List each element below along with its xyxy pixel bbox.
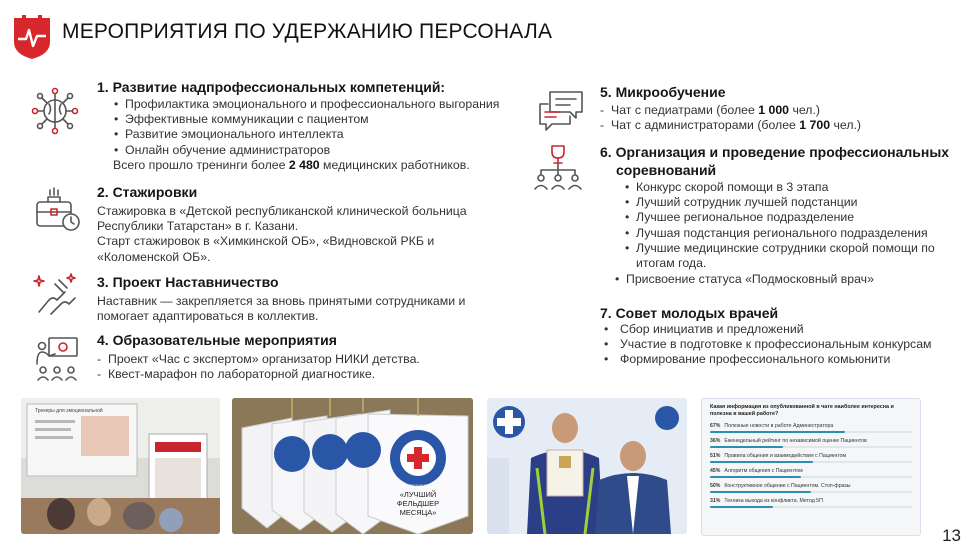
section6-status (614, 272, 874, 287)
poll-option-text: Еженедельный рейтинг по независимой оценке Пациентов (724, 438, 867, 444)
total-value: 2 480 (288, 158, 320, 172)
list-item: - Проект «Час с экспертом» организатор НИКИ детства. (97, 352, 420, 367)
item-text: Чат с педиатрами (более (611, 103, 759, 117)
list-item: • Лучшее региональное подразделение (624, 210, 935, 225)
section1-total (113, 158, 470, 173)
poll-bar-track (710, 506, 912, 508)
poll-rows (710, 423, 912, 508)
section3-text (97, 294, 465, 324)
item-suffix: чел.) (830, 118, 862, 133)
poll-percent: 50% (710, 483, 721, 489)
poll-bar (710, 461, 813, 463)
item-text: Чат с администраторами (более (611, 118, 800, 133)
list-item-continuation: итогам года. (636, 256, 707, 271)
section4-heading: 4. Образовательные мероприятия (97, 332, 337, 348)
pennant-text2: МОСКОВСКАЯ ОБЛАСТЬ (399, 484, 439, 488)
page-number: 13 (942, 526, 961, 545)
poll-title: Какая информация из опубликованной в чате наиболее интересна и полезна в вашей работе? (710, 404, 894, 417)
list-item (600, 103, 861, 118)
poll-percent: 51% (710, 453, 721, 459)
pennant-text1: СКОРАЯ ПОМОЩЬ (403, 424, 435, 428)
trophy-team-icon (533, 142, 583, 192)
list-item: • Лучшая подстанция регионального подразделения (624, 226, 935, 241)
list-item: • Профилактика эмоционального и профессионального выгорания (113, 97, 499, 112)
list-item (600, 118, 861, 133)
poll-percent: 36% (710, 438, 721, 444)
list-item: • Сбор инициатив и предложений (603, 322, 932, 337)
training-room-photo (21, 398, 220, 534)
poll-row (710, 483, 912, 493)
text-line: Республики Татарстан» в г. Казани. (97, 219, 299, 234)
poll-bar (710, 476, 801, 478)
total-prefix: Всего прошло тренинги более (113, 158, 289, 172)
poll-row-label (710, 468, 912, 474)
poll-bar-track (710, 446, 912, 448)
poll-row-label (710, 438, 912, 444)
briefcase-clock-icon (33, 186, 83, 236)
poll-percent: 31% (710, 498, 721, 504)
poll-row (710, 498, 912, 508)
text-line: помогает адаптироваться в коллектив. (97, 309, 319, 324)
item-value: 1 000 (758, 103, 790, 117)
poll-percent: 45% (710, 468, 721, 474)
poll-row (710, 423, 912, 433)
poll-row (710, 468, 912, 478)
section2-heading: 2. Стажировки (97, 184, 198, 200)
list-item: • Конкурс скорой помощи в 3 этапа (624, 180, 935, 195)
poll-row-label (710, 483, 912, 489)
section2-text (97, 204, 467, 265)
section5-heading: 5. Микрообучение (600, 84, 726, 100)
heading-line: соревнований (616, 162, 717, 178)
poll-bar-track (710, 491, 912, 493)
poll-bar-track (710, 431, 912, 433)
chat-bubbles-icon (536, 86, 586, 136)
award-ceremony-photo (487, 398, 687, 534)
section5-list (600, 103, 861, 133)
list-item: • Лучшие медицинские сотрудники скорой помощи по (624, 241, 935, 256)
text-line: «Коломенской ОБ». (97, 249, 211, 264)
poll-option-text: Полезные новости в работе Администратора (724, 423, 834, 429)
item-suffix: чел.) (789, 103, 820, 117)
list-item: • Эффективные коммуникации с пациентом (113, 112, 499, 127)
section7-list (603, 322, 932, 368)
total-suffix: медицинских работников. (319, 158, 470, 172)
section6-list (624, 180, 935, 271)
section1-list (113, 97, 499, 158)
poll-row (710, 438, 912, 448)
screen-caption: Трекеры для эмоциональной (35, 408, 103, 414)
list-item: • Онлайн обучение администраторов (113, 143, 499, 158)
poll-bar-track (710, 461, 912, 463)
mentorship-hands-icon (31, 270, 81, 320)
list-item: • Развитие эмоционального интеллекта (113, 127, 499, 142)
list-item: • Участие в подготовке к профессиональным конкурсам (603, 337, 932, 352)
list-item: - Квест-марафон по лабораторной диагностике. (97, 367, 420, 382)
poll-row-label (710, 498, 912, 504)
poll-row-label (710, 453, 912, 459)
text-line: Стажировка в «Детской республиканской клинической больница (97, 204, 467, 218)
list-item: • Лучший сотрудник лучшей подстанции (624, 195, 935, 210)
presentation-audience-icon (33, 334, 83, 384)
moscow-region-logo (12, 14, 52, 60)
poll-bar (710, 431, 845, 433)
page-title: МЕРОПРИЯТИЯ ПО УДЕРЖАНИЮ ПЕРСОНАЛА (62, 20, 553, 43)
section6-heading (600, 143, 949, 179)
list-item: • Формирование профессионального комьюнити (603, 352, 932, 367)
poll-row-label (710, 423, 912, 429)
heading-line: 6. Организация и проведение профессиональных (600, 144, 950, 160)
poll-option-text: Алгоритм общения с Пациентом (724, 468, 803, 474)
brain-network-icon (30, 86, 80, 136)
poll-percent: 67% (710, 423, 721, 429)
pennant-caption: «ЛУЧШИЙ ФЕЛЬДШЕР МЕСЯЦА» (396, 490, 440, 517)
poll-option-text: Техника выхода из конфликта. Метод 5П (724, 498, 823, 504)
poll-screenshot (701, 398, 921, 536)
section1-heading: 1. Развитие надпрофессиональных компетенций: (97, 79, 446, 95)
poll-bar (710, 446, 783, 448)
section7-heading: 7. Совет молодых врачей (600, 305, 779, 321)
text-line: Старт стажировок в «Химкинской ОБ», «Видновской РКБ и (97, 234, 435, 249)
poll-row (710, 453, 912, 463)
list-item: • Присвоение статуса «Подмосковный врач» (614, 272, 874, 287)
text-line: Наставник — закрепляется за вновь принятыми сотрудниками и (97, 294, 466, 308)
poll-bar (710, 506, 773, 508)
section4-list (97, 352, 420, 382)
pennants-photo (232, 398, 473, 534)
item-value: 1 700 (799, 118, 831, 133)
poll-option-text: Конструктивное общение с Пациентом. Стоп-фразы (724, 483, 851, 489)
poll-bar (710, 491, 811, 493)
poll-option-text: Правила общения и взаимодействия с Пациентом (724, 453, 847, 459)
poll-bar-track (710, 476, 912, 478)
section3-heading: 3. Проект Наставничество (97, 274, 279, 290)
